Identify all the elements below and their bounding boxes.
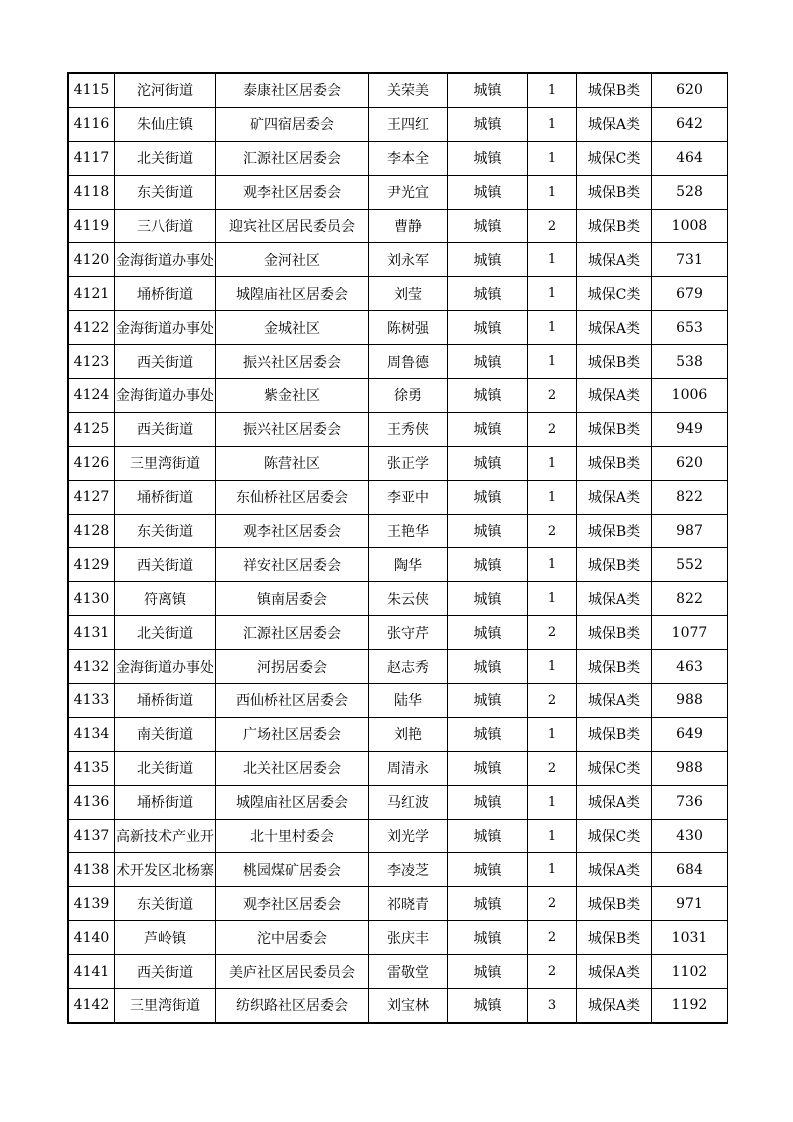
amount-cell: 679 (652, 277, 728, 311)
amount-cell: 1077 (652, 616, 728, 650)
household-type-cell: 城镇 (448, 74, 528, 108)
street-cell: 三八街道 (115, 209, 216, 243)
street-cell: 三里湾街道 (115, 446, 216, 480)
member-count-cell: 2 (528, 921, 577, 955)
amount-cell: 987 (652, 514, 728, 548)
table-row (69, 887, 728, 921)
table-row (69, 311, 728, 345)
member-count-cell: 2 (528, 616, 577, 650)
serial-number-cell: 4121 (69, 277, 115, 311)
household-type-cell: 城镇 (448, 921, 528, 955)
household-type-cell: 城镇 (448, 514, 528, 548)
member-count-cell: 1 (528, 277, 577, 311)
name-cell: 刘光学 (369, 819, 448, 853)
amount-cell: 988 (652, 684, 728, 718)
street-cell: 西关街道 (115, 412, 216, 446)
name-cell: 尹光宜 (369, 175, 448, 209)
community-cell: 振兴社区居委会 (216, 345, 369, 379)
household-type-cell: 城镇 (448, 311, 528, 345)
community-cell: 城隍庙社区居委会 (216, 785, 369, 819)
street-cell: 沱河街道 (115, 74, 216, 108)
serial-number-cell: 4140 (69, 921, 115, 955)
amount-cell: 1192 (652, 989, 728, 1023)
street-cell: 东关街道 (115, 887, 216, 921)
name-cell: 刘永军 (369, 243, 448, 277)
amount-cell: 949 (652, 412, 728, 446)
serial-number-cell: 4129 (69, 548, 115, 582)
amount-cell: 684 (652, 853, 728, 887)
amount-cell: 822 (652, 582, 728, 616)
amount-cell: 1102 (652, 955, 728, 989)
amount-cell: 1031 (652, 921, 728, 955)
name-cell: 王四红 (369, 107, 448, 141)
category-cell: 城保A类 (577, 955, 652, 989)
amount-cell: 653 (652, 311, 728, 345)
amount-cell: 642 (652, 107, 728, 141)
member-count-cell: 1 (528, 175, 577, 209)
street-cell: 埇桥街道 (115, 684, 216, 718)
serial-number-cell: 4118 (69, 175, 115, 209)
member-count-cell: 1 (528, 785, 577, 819)
street-cell: 东关街道 (115, 514, 216, 548)
category-cell: 城保A类 (577, 480, 652, 514)
member-count-cell: 1 (528, 717, 577, 751)
household-type-cell: 城镇 (448, 345, 528, 379)
household-type-cell: 城镇 (448, 107, 528, 141)
name-cell: 张庆丰 (369, 921, 448, 955)
category-cell: 城保A类 (577, 107, 652, 141)
table-row (69, 650, 728, 684)
name-cell: 雷敬堂 (369, 955, 448, 989)
serial-number-cell: 4130 (69, 582, 115, 616)
community-cell: 振兴社区居委会 (216, 412, 369, 446)
amount-cell: 538 (652, 345, 728, 379)
category-cell: 城保A类 (577, 684, 652, 718)
amount-cell: 736 (652, 785, 728, 819)
community-cell: 桃园煤矿居委会 (216, 853, 369, 887)
household-type-cell: 城镇 (448, 819, 528, 853)
name-cell: 曹静 (369, 209, 448, 243)
table-row (69, 277, 728, 311)
table-row (69, 616, 728, 650)
amount-cell: 620 (652, 74, 728, 108)
community-cell: 东仙桥社区居委会 (216, 480, 369, 514)
community-cell: 迎宾社区居民委员会 (216, 209, 369, 243)
street-cell: 南关街道 (115, 717, 216, 751)
name-cell: 陆华 (369, 684, 448, 718)
community-cell: 美庐社区居民委员会 (216, 955, 369, 989)
member-count-cell: 1 (528, 548, 577, 582)
street-cell: 三里湾街道 (115, 989, 216, 1023)
name-cell: 李凌芝 (369, 853, 448, 887)
household-type-cell: 城镇 (448, 989, 528, 1023)
household-type-cell: 城镇 (448, 446, 528, 480)
member-count-cell: 1 (528, 446, 577, 480)
community-cell: 紫金社区 (216, 379, 369, 413)
amount-cell: 430 (652, 819, 728, 853)
name-cell: 刘艳 (369, 717, 448, 751)
category-cell: 城保B类 (577, 412, 652, 446)
street-cell: 高新技术产业开 (115, 819, 216, 853)
serial-number-cell: 4126 (69, 446, 115, 480)
table-row (69, 514, 728, 548)
member-count-cell: 1 (528, 650, 577, 684)
household-type-cell: 城镇 (448, 582, 528, 616)
name-cell: 李本全 (369, 141, 448, 175)
table-row (69, 548, 728, 582)
category-cell: 城保B类 (577, 650, 652, 684)
category-cell: 城保B类 (577, 74, 652, 108)
community-cell: 汇源社区居委会 (216, 616, 369, 650)
street-cell: 西关街道 (115, 548, 216, 582)
table-row (69, 480, 728, 514)
community-cell: 沱中居委会 (216, 921, 369, 955)
category-cell: 城保B类 (577, 921, 652, 955)
table-row (69, 141, 728, 175)
community-cell: 北关社区居委会 (216, 751, 369, 785)
table-row (69, 175, 728, 209)
serial-number-cell: 4117 (69, 141, 115, 175)
amount-cell: 971 (652, 887, 728, 921)
street-cell: 金海街道办事处 (115, 311, 216, 345)
community-cell: 泰康社区居委会 (216, 74, 369, 108)
household-type-cell: 城镇 (448, 955, 528, 989)
household-type-cell: 城镇 (448, 175, 528, 209)
amount-cell: 731 (652, 243, 728, 277)
community-cell: 西仙桥社区居委会 (216, 684, 369, 718)
household-type-cell: 城镇 (448, 379, 528, 413)
category-cell: 城保A类 (577, 853, 652, 887)
table-row (69, 989, 728, 1023)
data-table (68, 73, 728, 1023)
member-count-cell: 2 (528, 887, 577, 921)
serial-number-cell: 4124 (69, 379, 115, 413)
street-cell: 符离镇 (115, 582, 216, 616)
table-row (69, 243, 728, 277)
member-count-cell: 1 (528, 819, 577, 853)
name-cell: 马红波 (369, 785, 448, 819)
amount-cell: 822 (652, 480, 728, 514)
serial-number-cell: 4135 (69, 751, 115, 785)
table-row (69, 853, 728, 887)
table-row (69, 446, 728, 480)
street-cell: 术开发区北杨寨 (115, 853, 216, 887)
member-count-cell: 3 (528, 989, 577, 1023)
serial-number-cell: 4141 (69, 955, 115, 989)
member-count-cell: 1 (528, 141, 577, 175)
table-body (69, 74, 728, 1023)
street-cell: 西关街道 (115, 345, 216, 379)
category-cell: 城保B类 (577, 514, 652, 548)
name-cell: 王秀侠 (369, 412, 448, 446)
category-cell: 城保C类 (577, 141, 652, 175)
community-cell: 祥安社区居委会 (216, 548, 369, 582)
household-type-cell: 城镇 (448, 277, 528, 311)
table-row (69, 955, 728, 989)
serial-number-cell: 4138 (69, 853, 115, 887)
street-cell: 金海街道办事处 (115, 243, 216, 277)
serial-number-cell: 4128 (69, 514, 115, 548)
name-cell: 朱云侠 (369, 582, 448, 616)
amount-cell: 1006 (652, 379, 728, 413)
category-cell: 城保B类 (577, 616, 652, 650)
amount-cell: 464 (652, 141, 728, 175)
community-cell: 观李社区居委会 (216, 514, 369, 548)
member-count-cell: 1 (528, 311, 577, 345)
community-cell: 金河社区 (216, 243, 369, 277)
street-cell: 东关街道 (115, 175, 216, 209)
category-cell: 城保B类 (577, 209, 652, 243)
category-cell: 城保B类 (577, 548, 652, 582)
amount-cell: 552 (652, 548, 728, 582)
name-cell: 陈树强 (369, 311, 448, 345)
member-count-cell: 2 (528, 955, 577, 989)
serial-number-cell: 4139 (69, 887, 115, 921)
table-row (69, 209, 728, 243)
table-row (69, 921, 728, 955)
category-cell: 城保C类 (577, 819, 652, 853)
community-cell: 北十里村委会 (216, 819, 369, 853)
household-type-cell: 城镇 (448, 616, 528, 650)
amount-cell: 528 (652, 175, 728, 209)
table-row (69, 819, 728, 853)
category-cell: 城保C类 (577, 751, 652, 785)
category-cell: 城保A类 (577, 989, 652, 1023)
serial-number-cell: 4119 (69, 209, 115, 243)
member-count-cell: 2 (528, 209, 577, 243)
community-cell: 汇源社区居委会 (216, 141, 369, 175)
name-cell: 刘莹 (369, 277, 448, 311)
amount-cell: 649 (652, 717, 728, 751)
community-cell: 纺织路社区居委会 (216, 989, 369, 1023)
community-cell: 镇南居委会 (216, 582, 369, 616)
name-cell: 陶华 (369, 548, 448, 582)
member-count-cell: 1 (528, 243, 577, 277)
community-cell: 矿四宿居委会 (216, 107, 369, 141)
serial-number-cell: 4123 (69, 345, 115, 379)
member-count-cell: 2 (528, 751, 577, 785)
community-cell: 陈营社区 (216, 446, 369, 480)
community-cell: 城隍庙社区居委会 (216, 277, 369, 311)
serial-number-cell: 4142 (69, 989, 115, 1023)
category-cell: 城保A类 (577, 379, 652, 413)
member-count-cell: 2 (528, 514, 577, 548)
household-type-cell: 城镇 (448, 717, 528, 751)
table-row (69, 582, 728, 616)
street-cell: 埇桥街道 (115, 277, 216, 311)
street-cell: 金海街道办事处 (115, 379, 216, 413)
community-cell: 观李社区居委会 (216, 175, 369, 209)
category-cell: 城保B类 (577, 175, 652, 209)
household-type-cell: 城镇 (448, 785, 528, 819)
serial-number-cell: 4120 (69, 243, 115, 277)
household-type-cell: 城镇 (448, 751, 528, 785)
table-row (69, 717, 728, 751)
category-cell: 城保A类 (577, 243, 652, 277)
street-cell: 芦岭镇 (115, 921, 216, 955)
name-cell: 张守芹 (369, 616, 448, 650)
community-cell: 河拐居委会 (216, 650, 369, 684)
amount-cell: 1008 (652, 209, 728, 243)
category-cell: 城保A类 (577, 785, 652, 819)
member-count-cell: 1 (528, 345, 577, 379)
data-table-container (67, 72, 728, 1024)
member-count-cell: 2 (528, 379, 577, 413)
name-cell: 徐勇 (369, 379, 448, 413)
serial-number-cell: 4136 (69, 785, 115, 819)
community-cell: 广场社区居委会 (216, 717, 369, 751)
household-type-cell: 城镇 (448, 548, 528, 582)
table-row (69, 379, 728, 413)
name-cell: 周清永 (369, 751, 448, 785)
street-cell: 埇桥街道 (115, 480, 216, 514)
household-type-cell: 城镇 (448, 412, 528, 446)
name-cell: 周鲁德 (369, 345, 448, 379)
table-row (69, 412, 728, 446)
category-cell: 城保A类 (577, 311, 652, 345)
member-count-cell: 2 (528, 684, 577, 718)
amount-cell: 463 (652, 650, 728, 684)
household-type-cell: 城镇 (448, 209, 528, 243)
name-cell: 王艳华 (369, 514, 448, 548)
serial-number-cell: 4137 (69, 819, 115, 853)
street-cell: 北关街道 (115, 141, 216, 175)
serial-number-cell: 4125 (69, 412, 115, 446)
table-row (69, 751, 728, 785)
member-count-cell: 1 (528, 480, 577, 514)
member-count-cell: 1 (528, 74, 577, 108)
street-cell: 埇桥街道 (115, 785, 216, 819)
member-count-cell: 1 (528, 107, 577, 141)
serial-number-cell: 4116 (69, 107, 115, 141)
member-count-cell: 2 (528, 412, 577, 446)
street-cell: 金海街道办事处 (115, 650, 216, 684)
name-cell: 张正学 (369, 446, 448, 480)
category-cell: 城保A类 (577, 582, 652, 616)
category-cell: 城保B类 (577, 345, 652, 379)
community-cell: 观李社区居委会 (216, 887, 369, 921)
name-cell: 刘宝林 (369, 989, 448, 1023)
street-cell: 西关街道 (115, 955, 216, 989)
table-row (69, 74, 728, 108)
household-type-cell: 城镇 (448, 684, 528, 718)
household-type-cell: 城镇 (448, 650, 528, 684)
name-cell: 祁晓青 (369, 887, 448, 921)
amount-cell: 620 (652, 446, 728, 480)
household-type-cell: 城镇 (448, 243, 528, 277)
amount-cell: 988 (652, 751, 728, 785)
serial-number-cell: 4134 (69, 717, 115, 751)
street-cell: 北关街道 (115, 616, 216, 650)
community-cell: 金城社区 (216, 311, 369, 345)
table-row (69, 684, 728, 718)
household-type-cell: 城镇 (448, 141, 528, 175)
table-row (69, 785, 728, 819)
name-cell: 关荣美 (369, 74, 448, 108)
member-count-cell: 1 (528, 582, 577, 616)
category-cell: 城保B类 (577, 446, 652, 480)
category-cell: 城保B类 (577, 887, 652, 921)
serial-number-cell: 4132 (69, 650, 115, 684)
street-cell: 北关街道 (115, 751, 216, 785)
category-cell: 城保C类 (577, 277, 652, 311)
category-cell: 城保B类 (577, 717, 652, 751)
serial-number-cell: 4115 (69, 74, 115, 108)
table-row (69, 345, 728, 379)
serial-number-cell: 4133 (69, 684, 115, 718)
household-type-cell: 城镇 (448, 480, 528, 514)
household-type-cell: 城镇 (448, 887, 528, 921)
serial-number-cell: 4127 (69, 480, 115, 514)
member-count-cell: 1 (528, 853, 577, 887)
household-type-cell: 城镇 (448, 853, 528, 887)
name-cell: 赵志秀 (369, 650, 448, 684)
serial-number-cell: 4122 (69, 311, 115, 345)
serial-number-cell: 4131 (69, 616, 115, 650)
street-cell: 朱仙庄镇 (115, 107, 216, 141)
table-row (69, 107, 728, 141)
name-cell: 李亚中 (369, 480, 448, 514)
